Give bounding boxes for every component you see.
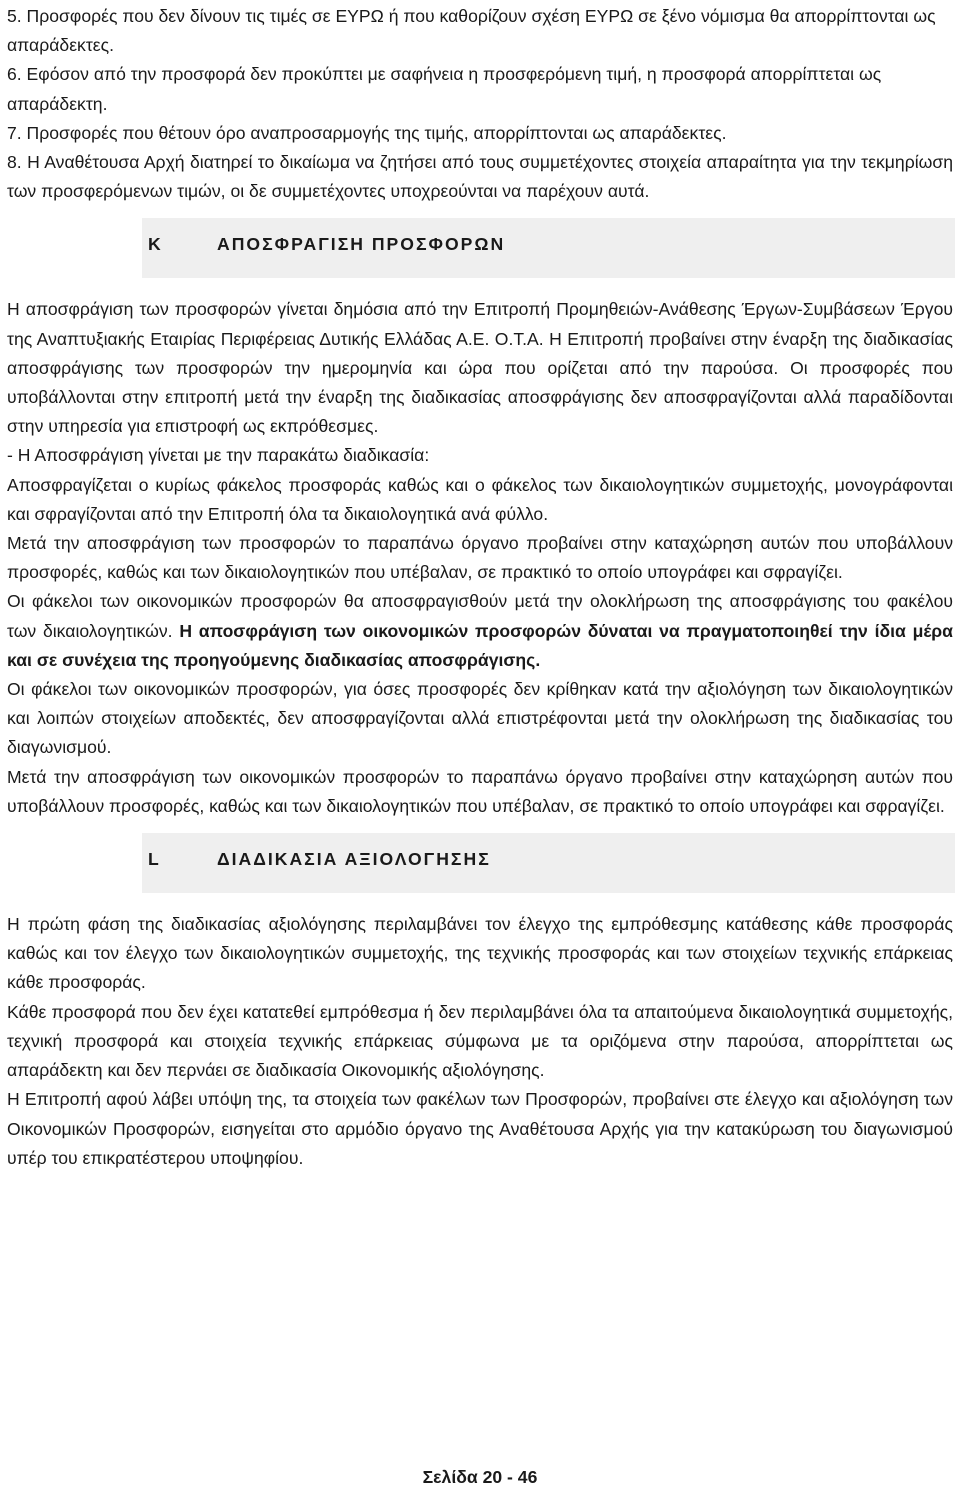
paragraph bbox=[7, 587, 953, 675]
bold-paragraph-text: Η αποσφράγιση των οικονομικών προσφορών δύναται να πραγματοποιηθεί την ίδια μέρα και σε συνέχεια της προηγούμενης διαδικασίας αποσφράγισης. bbox=[7, 620, 953, 670]
section-title: ΑΠΟΣΦΡΑΓΙΣΗ ΠΡΟΣΦΟΡΩΝ bbox=[217, 234, 506, 255]
paragraph: Οι φάκελοι των οικονομικών προσφορών, για όσες προσφορές δεν κρίθηκαν κατά την αξιολόγηση των δικαιολογητικών και λοιπών στοιχείων αποδεκτές, δεν αποσφραγίζονται αλλά επιστρέφονται μετά την ολοκλήρωση της διαδικασίας του διαγωνισμού. bbox=[7, 679, 953, 758]
section-code: K bbox=[148, 234, 161, 255]
paragraph: Μετά την αποσφράγιση των οικονομικών προσφορών το παραπάνω όργανο προβαίνει στην καταχώρηση αυτών που υποβάλλουν προσφορές, καθώς και των δικαιολογητικών που υπέβαλαν, σε πρακτικό το οποίο υπογράφει και σφραγίζει. bbox=[7, 766, 953, 816]
list-item: 7. Προσφορές που θέτουν όρο αναπροσαρμογής της τιμής, απορρίπτονται ως απαράδεκτες. bbox=[7, 122, 727, 143]
paragraph: - Η Αποσφράγιση γίνεται με την παρακάτω διαδικασία: bbox=[7, 445, 430, 466]
list-item: 8. Η Αναθέτουσα Αρχή διατηρεί το δικαίωμα να ζητήσει από τους συμμετέχοντες στοιχεία απαραίτητα για την τεκμηρίωση των προσφερόμενων τιμών, οι δε συμμετέχοντες υποχρεούνται να παρέχουν αυτά. bbox=[7, 152, 953, 202]
page-footer bbox=[0, 1467, 960, 1488]
section-code: L bbox=[148, 849, 159, 870]
paragraph: Κάθε προσφορά που δεν έχει κατατεθεί εμπρόθεσμα ή δεν περιλαμβάνει όλα τα απαιτούμενα δικαιολογητικά συμμετοχής, τεχνική προσφορά και στοιχεία τεχνικής επάρκειας σύμφωνα με τα οριζόμενα στην παρούσα, απορρίπτεται ως απαράδεκτη και δεν περνάει σε διαδικασία Οικονομικής αξιολόγησης. bbox=[7, 1001, 953, 1081]
paragraph-text: Οι φάκελοι των οικονομικών προσφορών θα αποσφραγισθούν μετά την ολοκλήρωση της αποσφράγισης του φακέλου των δικαιολογητικών. bbox=[7, 591, 953, 641]
paragraph: Η Επιτροπή αφού λάβει υπόψη της, τα στοιχεία των φακέλων των Προσφορών, προβαίνει στε έλεγχο και αξιολόγηση των Οικονομικών Προσφορών, εισηγείται στο αρμόδιο όργανο της Αναθέτουσα Αρχής για την κατακύρωση του διαγωνισμού υπέρ του επικρατέστερου υποψηφίου. bbox=[7, 1089, 953, 1168]
paragraph: Η πρώτη φάση της διαδικασίας αξιολόγησης περιλαμβάνει τον έλεγχο της εμπρόθεσμης κατάθεσης κάθε προσφοράς καθώς και τον έλεγχο των δικαιολογητικών συμμετοχής, της τεχνικής προσφοράς και των στοιχείων τεχνικής επάρκειας κάθε προσφοράς. bbox=[7, 914, 953, 993]
document-page bbox=[7, 0, 953, 1173]
section-heading-k bbox=[142, 218, 955, 278]
section-title: ΔΙΑΔΙΚΑΣΙΑ ΑΞΙΟΛΟΓΗΣΗΣ bbox=[217, 849, 491, 870]
page-number: Σελίδα 20 - 46 bbox=[422, 1467, 538, 1487]
list-item: 6. Εφόσον από την προσφορά δεν προκύπτει με σαφήνεια η προσφερόμενη τιμή, η προσφορά απορρίπτεται ως απαράδεκτη. bbox=[7, 64, 882, 114]
section-heading-l bbox=[142, 833, 955, 893]
paragraph: Η αποσφράγιση των προσφορών γίνεται δημόσια από την Επιτροπή Προμηθειών-Ανάθεσης Έργων-Συμβάσεων Έργου της Αναπτυξιακής Εταιρίας Περιφέρειας Δυτικής Ελλάδας Α.Ε. Ο.Τ.Α. Η Επιτροπή προβαίνει στην έναρξη της διαδικασίας αποσφράγισης των προσφορών την ημερομηνία και ώρα που ορίζεται από την παρούσα. Οι προσφορές που υποβάλλονται στην επιτροπή μετά την έναρξη της διαδικασίας αποσφράγισης δεν αποσφραγίζονται αλλά παραδίδονται στην υπηρεσία για επιστροφή ως εκπρόθεσμες. bbox=[7, 299, 953, 437]
paragraph: Μετά την αποσφράγιση των προσφορών το παραπάνω όργανο προβαίνει στην καταχώρηση αυτών που υποβάλλουν προσφορές, καθώς και των δικαιολογητικών που υπέβαλαν, σε πρακτικό το οποίο υπογράφει και σφραγίζει. bbox=[7, 533, 953, 583]
paragraph: Αποσφραγίζεται ο κυρίως φάκελος προσφοράς καθώς και ο φάκελος των δικαιολογητικών συμμετοχής, μονογράφονται και σφραγίζονται από την Επιτροπή όλα τα δικαιολογητικά ανά φύλλο. bbox=[7, 474, 953, 524]
list-item: 5. Προσφορές που δεν δίνουν τις τιμές σε ΕΥΡΩ ή που καθορίζουν σχέση ΕΥΡΩ σε ξένο νόμισμα θα απορρίπτονται ως απαράδεκτες. bbox=[7, 6, 936, 56]
